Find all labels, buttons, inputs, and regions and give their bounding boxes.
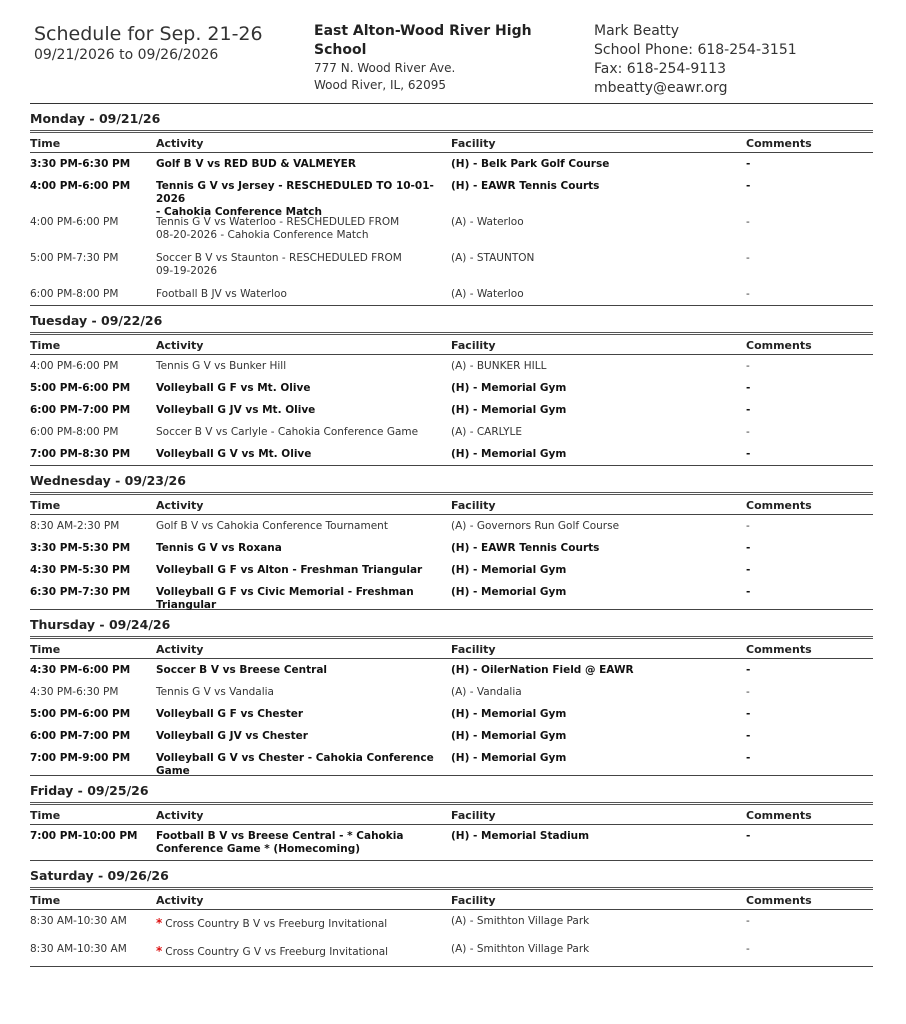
event-time: 4:30 PM-6:30 PM — [30, 686, 119, 698]
event-activity: Volleyball G F vs Chester — [156, 708, 304, 720]
event-row — [30, 681, 873, 703]
event-row — [30, 938, 873, 967]
school-name-line2: School — [314, 42, 367, 58]
col-activity: Activity — [156, 137, 204, 150]
event-time: 6:00 PM-8:00 PM — [30, 426, 119, 438]
event-comments: - — [746, 586, 751, 598]
school-phone: School Phone: 618-254-3151 — [594, 42, 797, 58]
event-comments: - — [746, 404, 751, 416]
event-facility: (H) - Memorial Gym — [451, 564, 567, 576]
col-facility: Facility — [451, 894, 496, 907]
event-activity: Volleyball G JV vs Mt. Olive — [156, 404, 316, 416]
activity-line: Soccer B V vs Staunton - RESCHEDULED FROM — [156, 252, 402, 264]
event-activity: Volleyball G V vs Mt. Olive — [156, 448, 312, 460]
day-section-wednesday — [30, 466, 873, 610]
event-activity — [156, 752, 450, 778]
event-facility: (A) - Governors Run Golf Course — [451, 520, 620, 532]
event-row — [30, 559, 873, 581]
event-comments: - — [746, 360, 750, 372]
activity-line: Volleyball G V vs Chester - Cahokia Conference — [156, 752, 434, 764]
event-row — [30, 399, 873, 421]
contact-email: mbeatty@eawr.org — [594, 80, 728, 96]
event-activity: Volleyball G JV vs Chester — [156, 730, 308, 742]
event-activity: Tennis G V vs Bunker Hill — [156, 360, 287, 372]
col-time: Time — [30, 894, 61, 907]
day-section-tuesday — [30, 306, 873, 466]
col-comments: Comments — [746, 137, 812, 150]
event-activity — [156, 586, 450, 612]
event-comments: - — [746, 664, 751, 676]
event-facility: (H) - Memorial Gym — [451, 382, 567, 394]
event-time: 6:00 PM-8:00 PM — [30, 288, 119, 300]
event-time: 4:30 PM-6:00 PM — [30, 664, 131, 676]
column-header-row — [30, 133, 873, 153]
event-time: 6:30 PM-7:30 PM — [30, 586, 131, 598]
event-comments: - — [746, 752, 751, 764]
col-facility: Facility — [451, 339, 496, 352]
schedule-header — [30, 22, 873, 102]
address-line2: Wood River, IL, 62095 — [314, 78, 447, 92]
event-row — [30, 825, 873, 861]
column-header-row — [30, 495, 873, 515]
date-range: 09/21/2026 to 09/26/2026 — [34, 47, 219, 63]
event-time: 8:30 AM-10:30 AM — [30, 915, 127, 927]
event-facility: (A) - Smithton Village Park — [451, 943, 590, 955]
event-facility: (H) - Memorial Gym — [451, 708, 567, 720]
event-activity: Soccer B V vs Breese Central — [156, 664, 328, 676]
column-header-row — [30, 335, 873, 355]
event-activity: Volleyball G F vs Alton - Freshman Triangular — [156, 564, 423, 576]
event-facility: (A) - Waterloo — [451, 288, 524, 300]
address-line1: 777 N. Wood River Ave. — [314, 61, 456, 75]
event-time: 5:00 PM-6:00 PM — [30, 382, 131, 394]
event-comments: - — [746, 686, 750, 698]
event-facility: (A) - Smithton Village Park — [451, 915, 590, 927]
event-comments: - — [746, 288, 750, 300]
day-title: Friday - 09/25/26 — [30, 776, 873, 805]
col-comments: Comments — [746, 499, 812, 512]
col-time: Time — [30, 643, 61, 656]
event-facility: (H) - EAWR Tennis Courts — [451, 542, 600, 554]
event-time: 5:00 PM-7:30 PM — [30, 252, 119, 264]
event-row — [30, 725, 873, 747]
event-facility: (H) - Memorial Gym — [451, 448, 567, 460]
event-row — [30, 153, 873, 175]
event-facility: (H) - EAWR Tennis Courts — [451, 180, 600, 192]
activity-line: 09-19-2026 — [156, 265, 218, 277]
event-activity: Tennis G V vs Vandalia — [156, 686, 274, 698]
col-comments: Comments — [746, 894, 812, 907]
star-icon: * — [156, 916, 163, 930]
event-activity: Volleyball G F vs Mt. Olive — [156, 382, 311, 394]
event-facility: (H) - Belk Park Golf Course — [451, 158, 610, 170]
col-facility: Facility — [451, 499, 496, 512]
activity-line: Triangular — [156, 599, 217, 611]
header-title-block — [34, 22, 304, 64]
event-comments: - — [746, 708, 751, 720]
day-section-saturday — [30, 861, 873, 967]
event-time: 3:30 PM-6:30 PM — [30, 158, 131, 170]
event-time: 6:00 PM-7:00 PM — [30, 730, 131, 742]
day-title: Wednesday - 09/23/26 — [30, 466, 873, 495]
day-title: Thursday - 09/24/26 — [30, 610, 873, 639]
event-row — [30, 211, 873, 247]
schedule-title: Schedule for Sep. 21-26 — [34, 23, 263, 45]
day-section-friday — [30, 776, 873, 861]
day-section-thursday — [30, 610, 873, 776]
col-activity: Activity — [156, 809, 204, 822]
event-facility: (H) - Memorial Gym — [451, 586, 567, 598]
event-comments: - — [746, 730, 751, 742]
activity-line: Tennis G V vs Jersey - RESCHEDULED TO 10-01-2026 — [156, 180, 434, 205]
event-comments: - — [746, 520, 750, 532]
col-facility: Facility — [451, 643, 496, 656]
event-facility: (H) - Memorial Gym — [451, 752, 567, 764]
event-row — [30, 247, 873, 283]
col-facility: Facility — [451, 809, 496, 822]
event-time: 8:30 AM-2:30 PM — [30, 520, 120, 532]
event-time: 6:00 PM-7:00 PM — [30, 404, 131, 416]
col-time: Time — [30, 809, 61, 822]
col-comments: Comments — [746, 809, 812, 822]
day-section-monday — [30, 104, 873, 306]
event-row — [30, 175, 873, 218]
activity-line: Conference Game * (Homecoming) — [156, 843, 361, 855]
activity-line: Volleyball G F vs Civic Memorial - Freshman — [156, 586, 414, 598]
event-comments: - — [746, 448, 751, 460]
event-row — [30, 377, 873, 399]
event-row — [30, 355, 873, 377]
day-title: Monday - 09/21/26 — [30, 104, 873, 133]
col-activity: Activity — [156, 339, 204, 352]
event-activity: Tennis G V vs Roxana — [156, 542, 282, 554]
event-facility: (A) - Vandalia — [451, 686, 522, 698]
event-comments: - — [746, 830, 751, 842]
event-activity: Golf B V vs Cahokia Conference Tournament — [156, 520, 388, 532]
event-time: 8:30 AM-10:30 AM — [30, 943, 127, 955]
col-activity: Activity — [156, 643, 204, 656]
event-comments: - — [746, 252, 750, 264]
event-row — [30, 283, 873, 306]
event-comments: - — [746, 915, 750, 927]
event-comments: - — [746, 382, 751, 394]
event-row — [30, 659, 873, 681]
event-row — [30, 421, 873, 443]
col-time: Time — [30, 339, 61, 352]
event-comments: - — [746, 943, 750, 955]
activity-line: Cross Country B V vs Freeburg Invitational — [165, 918, 388, 930]
contact-block — [594, 22, 874, 98]
event-activity — [156, 917, 450, 931]
event-activity: Golf B V vs RED BUD & VALMEYER — [156, 158, 356, 170]
activity-line: Tennis G V vs Waterloo - RESCHEDULED FROM — [156, 216, 400, 228]
event-activity — [156, 252, 450, 278]
activity-line: 08-20-2026 - Cahokia Conference Match — [156, 229, 369, 241]
event-comments: - — [746, 564, 751, 576]
day-title: Saturday - 09/26/26 — [30, 861, 873, 890]
column-header-row — [30, 805, 873, 825]
event-time: 5:00 PM-6:00 PM — [30, 708, 131, 720]
event-comments: - — [746, 180, 751, 192]
col-comments: Comments — [746, 339, 812, 352]
fax-number: Fax: 618-254-9113 — [594, 61, 726, 77]
event-facility: (A) - CARLYLE — [451, 426, 523, 438]
event-row — [30, 703, 873, 725]
event-facility: (A) - Waterloo — [451, 216, 524, 228]
event-time: 7:00 PM-8:30 PM — [30, 448, 131, 460]
event-row — [30, 910, 873, 938]
star-icon: * — [156, 944, 163, 958]
school-block — [314, 22, 574, 94]
schedule-page — [30, 22, 873, 967]
event-activity — [156, 945, 450, 959]
contact-name: Mark Beatty — [594, 23, 680, 39]
event-facility: (H) - Memorial Stadium — [451, 830, 590, 842]
event-row — [30, 537, 873, 559]
event-time: 4:30 PM-5:30 PM — [30, 564, 131, 576]
event-row — [30, 747, 873, 776]
event-comments: - — [746, 216, 750, 228]
event-time: 7:00 PM-10:00 PM — [30, 830, 138, 842]
event-time: 4:00 PM-6:00 PM — [30, 216, 119, 228]
event-facility: (H) - OilerNation Field @ EAWR — [451, 664, 634, 676]
event-comments: - — [746, 426, 750, 438]
event-activity — [156, 216, 450, 242]
event-row — [30, 515, 873, 537]
event-time: 7:00 PM-9:00 PM — [30, 752, 131, 764]
activity-line: Football B V vs Breese Central - * Cahokia — [156, 830, 404, 842]
col-facility: Facility — [451, 137, 496, 150]
event-activity — [156, 830, 450, 856]
event-time: 4:00 PM-6:00 PM — [30, 360, 119, 372]
col-comments: Comments — [746, 643, 812, 656]
col-activity: Activity — [156, 499, 204, 512]
event-time: 4:00 PM-6:00 PM — [30, 180, 131, 192]
event-facility: (A) - STAUNTON — [451, 252, 535, 264]
column-header-row — [30, 639, 873, 659]
activity-line: Cross Country G V vs Freeburg Invitational — [165, 946, 389, 958]
event-comments: - — [746, 542, 751, 554]
event-facility: (H) - Memorial Gym — [451, 404, 567, 416]
event-comments: - — [746, 158, 751, 170]
event-facility: (H) - Memorial Gym — [451, 730, 567, 742]
event-row — [30, 581, 873, 610]
event-activity: Football B JV vs Waterloo — [156, 288, 287, 300]
event-row — [30, 443, 873, 466]
event-activity: Soccer B V vs Carlyle - Cahokia Conference Game — [156, 426, 419, 438]
col-time: Time — [30, 499, 61, 512]
event-facility: (A) - BUNKER HILL — [451, 360, 547, 372]
event-time: 3:30 PM-5:30 PM — [30, 542, 131, 554]
school-name-line1: East Alton-Wood River High — [314, 23, 532, 39]
col-time: Time — [30, 137, 61, 150]
day-title: Tuesday - 09/22/26 — [30, 306, 873, 335]
col-activity: Activity — [156, 894, 204, 907]
activity-line: Game — [156, 765, 190, 777]
column-header-row — [30, 890, 873, 910]
activity-line: - Cahokia Conference Match — [156, 206, 322, 218]
